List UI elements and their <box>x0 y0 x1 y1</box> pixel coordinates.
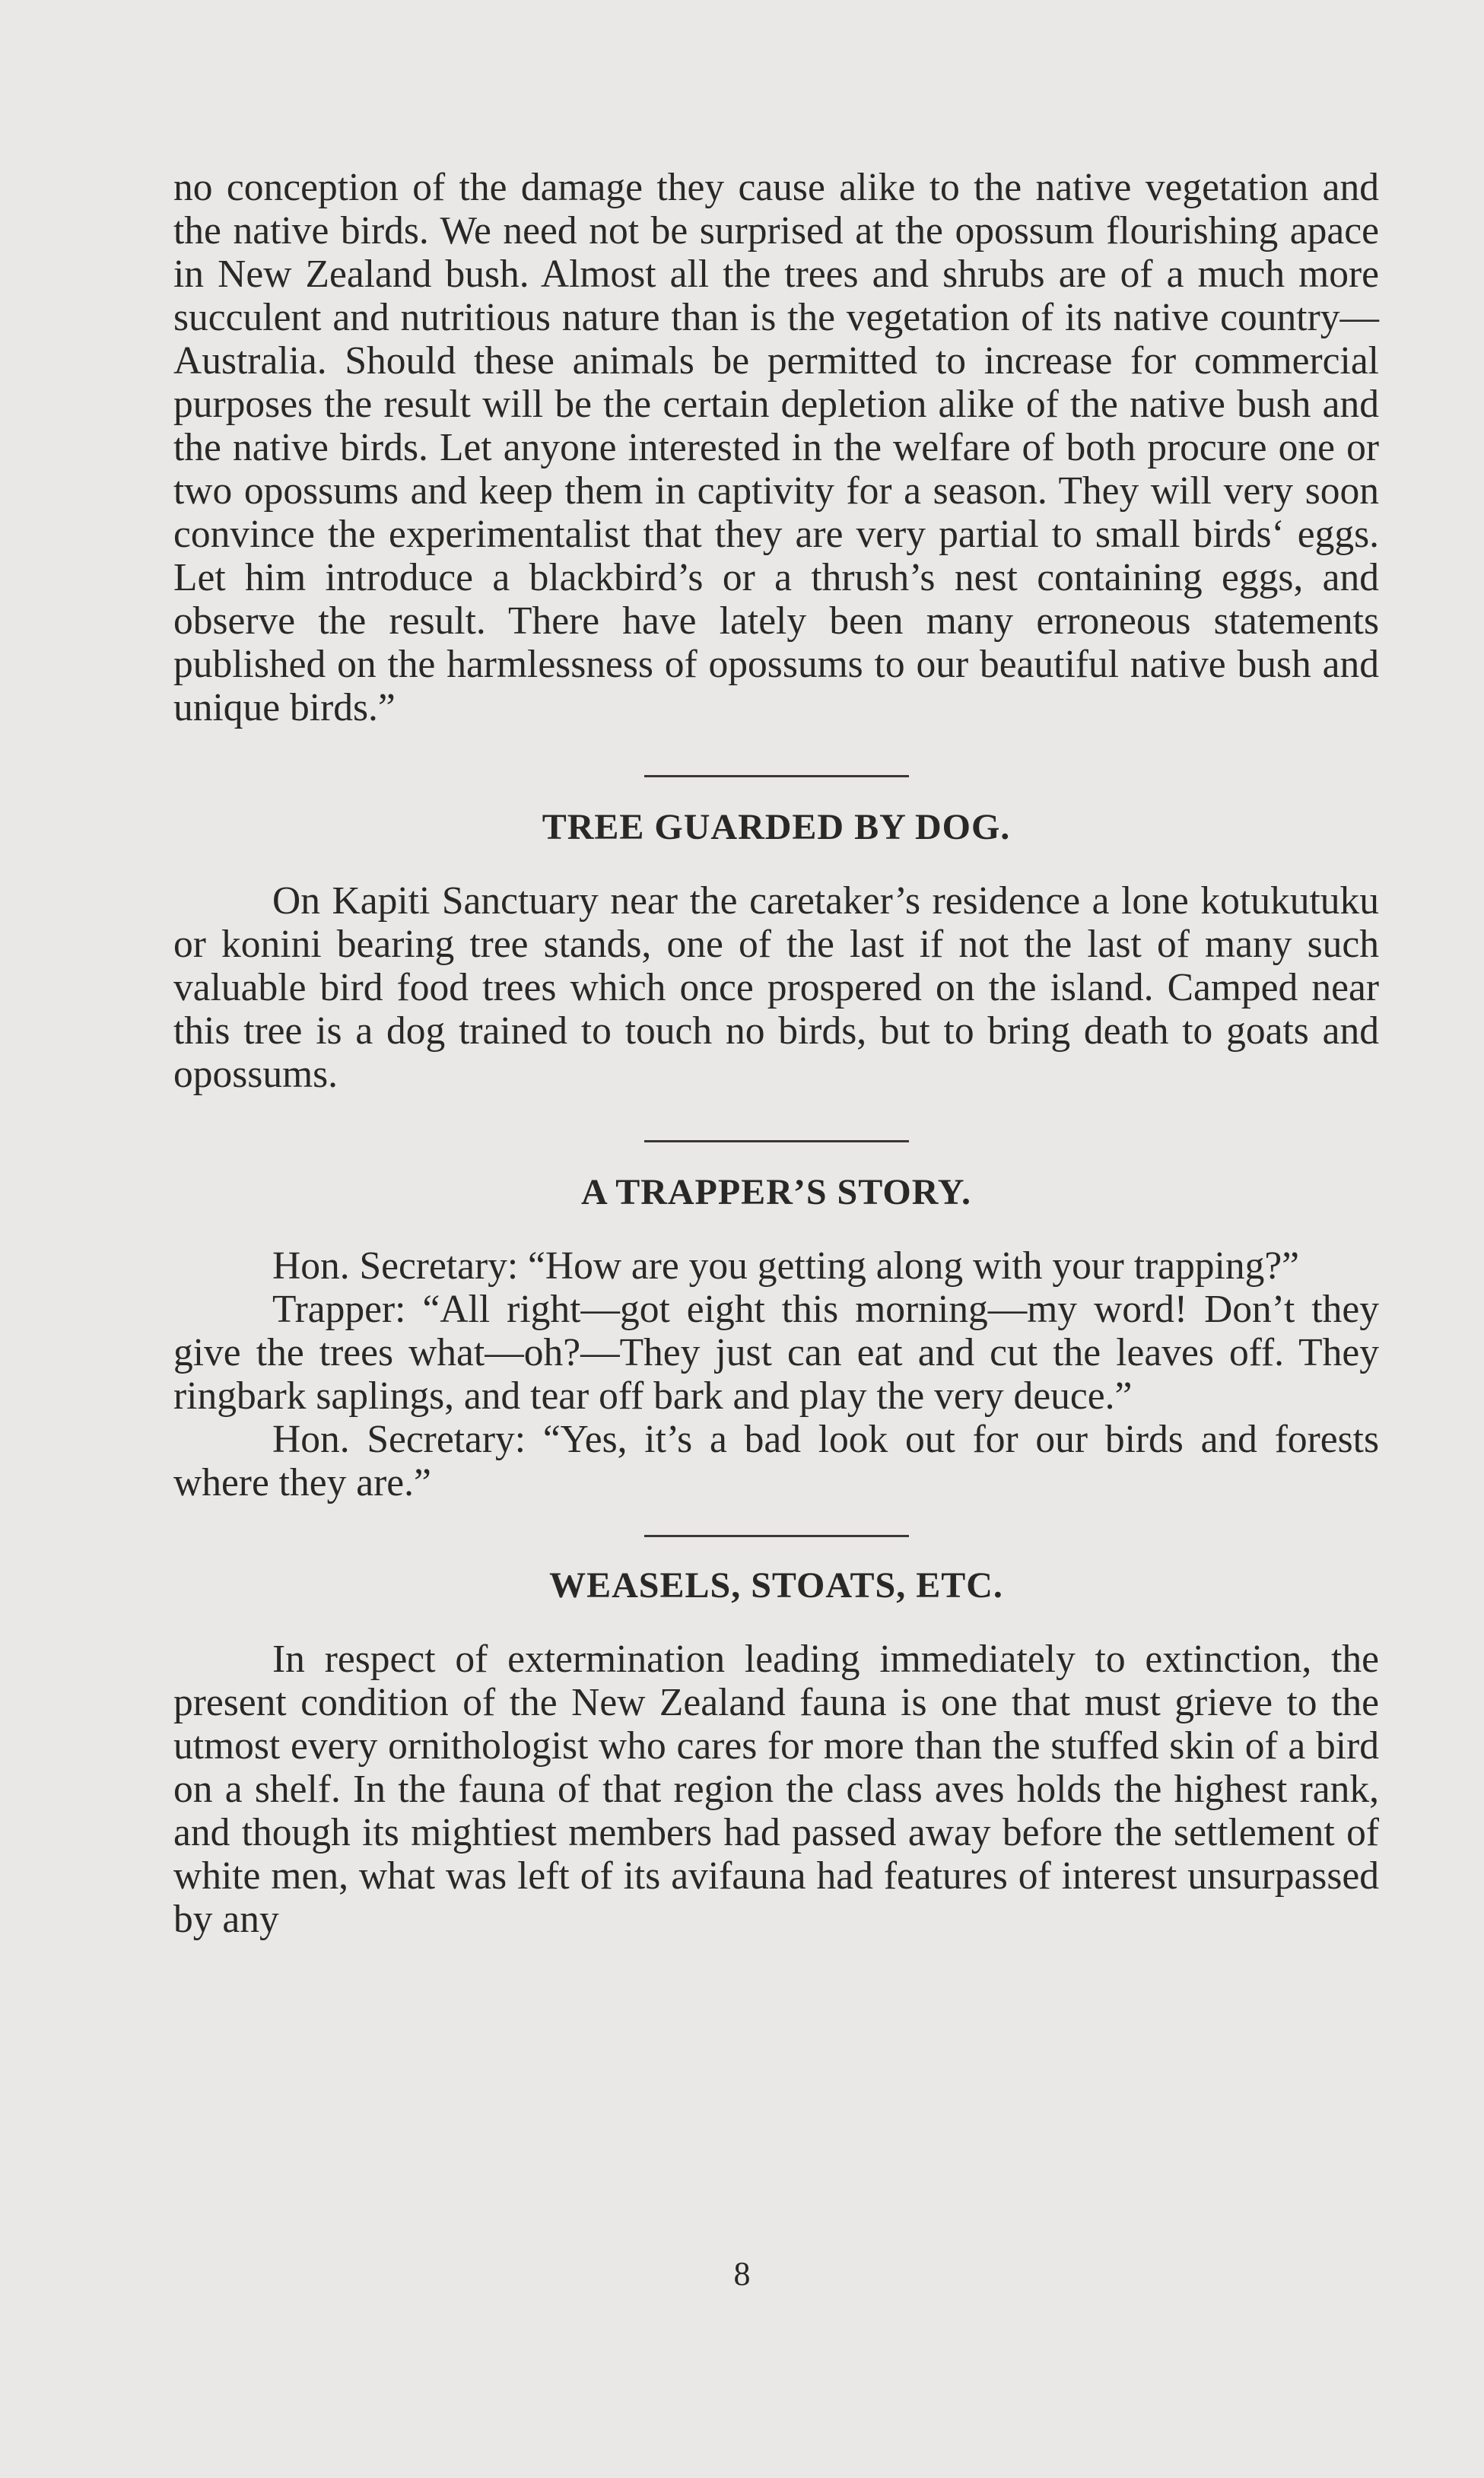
section-body-weasels-stoats <box>173 1638 1379 1941</box>
section-divider <box>644 1535 909 1537</box>
dialogue-line: Trapper: “All right—got eight this morning—my word! Don’t they give the trees what—oh?—They just can eat and cut the leaves off. They ringbark saplings, and tear off bark and play the very deuce.” <box>173 1288 1379 1418</box>
section-divider <box>644 1140 909 1142</box>
section-heading-trappers-story: A TRAPPER’S STORY. <box>581 1172 971 1212</box>
dialogue-line: Hon. Secretary: “Yes, it’s a bad look out for our birds and forests where they are.” <box>173 1418 1379 1504</box>
opening-paragraph: no conception of the damage they cause alike to the native vegetation and the native birds. We need not be surprised at the opossum flourishing apace in New Zealand bush. Almost all the trees and shrubs are of a much more succulent and nutritious nature than is the vegetation of its native country—Australia. Should these animals be permitted to increase for commercial purposes the result will be the certain depletion alike of the native bush and the native birds. Let anyone interested in the welfare of both procure one or two opossums and keep them in captivity for a season. They will very soon convince the experimentalist that they are very partial to small birds‘ eggs. Let him introduce a blackbird’s or a thrush’s nest containing eggs, and observe the result. There have lately been many erroneous statements published on the harmlessness of opossums to our beautiful native bush and unique birds.” <box>173 166 1379 729</box>
page-number: 8 <box>733 2255 751 2292</box>
paragraph: On Kapiti Sanctuary near the caretaker’s residence a lone kotukutuku or konini bearing tree stands, one of the last if not the last of many such valuable bird food trees which once prospered on the island. Camped near this tree is a dog trained to touch no birds, but to bring death to goats and opossums. <box>173 879 1379 1096</box>
section-heading-tree-guarded-by-dog: TREE GUARDED BY DOG. <box>542 807 1011 847</box>
section-divider <box>644 775 909 777</box>
section-body-tree-guarded-by-dog <box>173 879 1379 1096</box>
section-body-trappers-story <box>173 1244 1379 1504</box>
dialogue-line: Hon. Secretary: “How are you getting along with your trapping?” <box>272 1244 1300 1288</box>
section-heading-weasels-stoats: WEASELS, STOATS, ETC. <box>549 1565 1003 1606</box>
page-body <box>173 166 1379 1941</box>
paragraph: In respect of extermination leading immediately to extinction, the present condition of the New Zealand fauna is one that must grieve to the utmost every ornithologist who cares for more than the stuffed skin of a bird on a shelf. In the fauna of that region the class aves holds the highest rank, and though its mightiest members had passed away before the settlement of white men, what was left of its avifauna had features of interest unsurpassed by any <box>173 1638 1379 1941</box>
